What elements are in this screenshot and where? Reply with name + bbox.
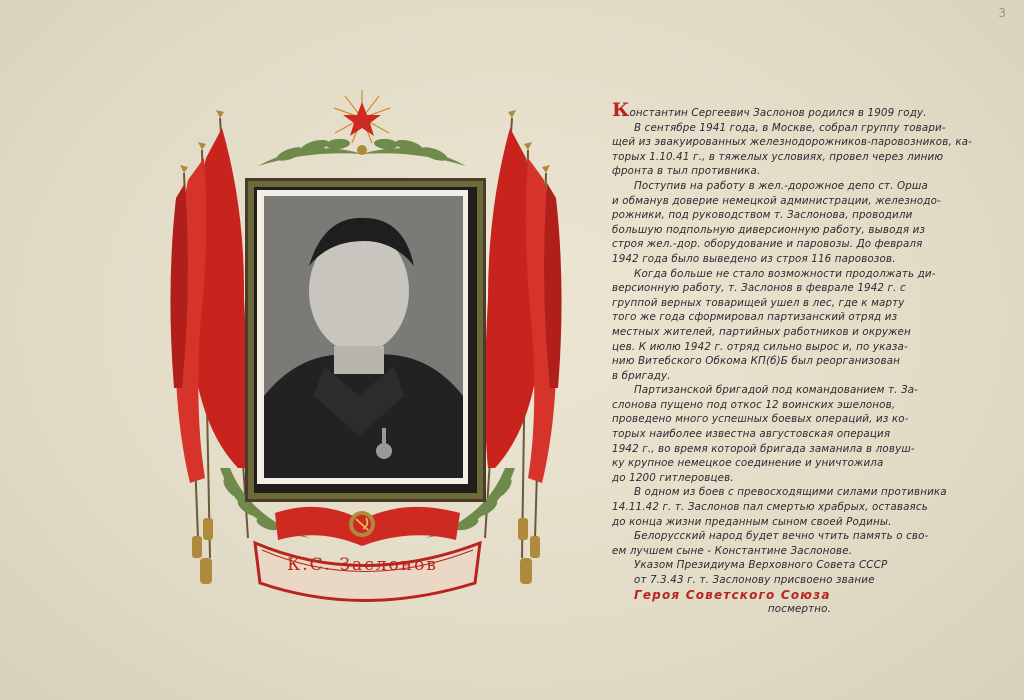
text-line: [612, 340, 987, 355]
text-line: [612, 194, 987, 209]
text-line: [612, 558, 987, 573]
drop-cap: К: [612, 99, 630, 121]
text-line: [612, 296, 987, 311]
text-line: [612, 252, 987, 267]
text-line: [612, 237, 987, 252]
text-line-content: проведено много успешных боевых операций, из ко-: [612, 413, 909, 426]
text-line: [612, 485, 987, 500]
text-line-content: ем лучшем сыне - Константине Заслонове.: [612, 544, 853, 557]
text-line: [612, 267, 987, 282]
text-line-content: нию Витебского Обкома КП(б)Б был реорганизован: [612, 355, 901, 368]
text-line: [612, 500, 987, 515]
text-line-content: слонова пущено под откос 12 воинских эшелонов,: [612, 398, 896, 411]
text-line: [612, 310, 987, 325]
text-line: [612, 471, 987, 486]
right-flags-icon: [485, 110, 562, 584]
star-icon: [334, 90, 390, 143]
text-line: [612, 412, 987, 427]
text-line-content: строя жел.-дор. оборудование и паровозы. До февраля: [612, 238, 923, 251]
page-number: 3: [998, 6, 1006, 20]
text-line: [612, 354, 987, 369]
text-line: [612, 369, 987, 384]
text-line-content: ку крупное немецкое соединение и уничтожила: [612, 457, 884, 470]
text-line: [612, 208, 987, 223]
laurel-top-icon: [258, 138, 466, 166]
text-line: [612, 150, 987, 165]
text-line: [612, 99, 987, 121]
text-line-content: Героя Советского Союза: [634, 587, 831, 602]
text-line: [612, 427, 987, 442]
text-line-content: до 1200 гитлеровцев.: [612, 471, 734, 484]
name-ribbon-text: К.С. Заслонов: [287, 555, 438, 575]
text-line-content: Партизанской бригадой под командованием т. За-: [634, 384, 919, 397]
text-line-content: В одном из боев с превосходящими силами противника: [634, 486, 947, 499]
text-line-content: Когда больше не стало возможности продолжать ди-: [634, 267, 936, 280]
text-line-content: от 7.3.43 г. т. Заслонову присвоено звание: [634, 574, 875, 586]
text-line: [612, 135, 987, 150]
text-line: [612, 602, 987, 617]
biography-text: [612, 99, 987, 617]
portrait-photo: [264, 196, 463, 478]
text-line-content: онстантин Сергеевич Заслонов родился в 1909 году.: [629, 107, 927, 119]
text-line-content: В сентябре 1941 года, в Москве, собрал группу товари-: [634, 121, 946, 134]
text-line: [612, 383, 987, 398]
text-line: [612, 442, 987, 457]
text-line: [612, 223, 987, 238]
text-line-content: 1942 года было выведено из строя 116 паровозов.: [612, 252, 896, 265]
text-line: [612, 515, 987, 530]
text-line-content: торых 1.10.41 г., в тяжелых условиях, провел через линию: [612, 150, 944, 163]
text-line: [612, 588, 987, 603]
text-line: [612, 544, 987, 559]
left-flags-icon: [170, 110, 248, 584]
text-line: [612, 398, 987, 413]
text-line-content: большую подпольную диверсионную работу, выводя из: [612, 223, 926, 236]
text-line-content: и обманув доверие немецкой администрации, железнодо-: [612, 194, 941, 207]
portrait-figure-icon: [264, 196, 463, 478]
text-line-content: группой верных товарищей ушел в лес, где к марту: [612, 296, 905, 309]
text-line: [612, 573, 987, 588]
text-line-content: щей из эвакуированных железнодорожников-паровозников, ка-: [612, 136, 973, 149]
text-line-content: посмертно.: [767, 603, 832, 616]
text-line-content: до конца жизни преданным сыном своей Родины.: [612, 515, 892, 528]
text-line-content: версионную работу, т. Заслонов в феврале 1942 г. с: [612, 282, 906, 295]
text-line-content: рожники, под руководством т. Заслонова, проводили: [612, 209, 913, 222]
text-line-content: 14.11.42 г. т. Заслонов пал смертью храбрых, оставаясь: [612, 501, 928, 514]
text-line-content: Поступив на работу в жел.-дорожное депо ст. Орша: [634, 179, 928, 192]
text-line: [612, 164, 987, 179]
text-line-content: в бригаду.: [612, 369, 671, 382]
text-line-content: местных жителей, партийных работников и окружен: [612, 325, 911, 338]
text-line: [612, 325, 987, 340]
text-line: [612, 456, 987, 471]
text-line-content: Белорусский народ будет вечно чтить память о сво-: [634, 530, 929, 543]
text-line: [612, 179, 987, 194]
text-line: [612, 281, 987, 296]
text-line-content: торых наиболее известна августовская операция: [612, 428, 891, 441]
text-line-content: фронта в тыл противника.: [612, 165, 761, 178]
text-line: [612, 121, 987, 136]
text-line-content: Указом Президиума Верховного Совета СССР: [634, 559, 888, 572]
text-line-content: цев. К июлю 1942 г. отряд сильно вырос и, по указа-: [612, 340, 908, 353]
text-line: [612, 529, 987, 544]
text-line-content: 1942 г., во время которой бригада заманила в ловуш-: [612, 442, 915, 455]
text-line-content: того же года сформировал партизанский отряд из: [612, 311, 898, 324]
